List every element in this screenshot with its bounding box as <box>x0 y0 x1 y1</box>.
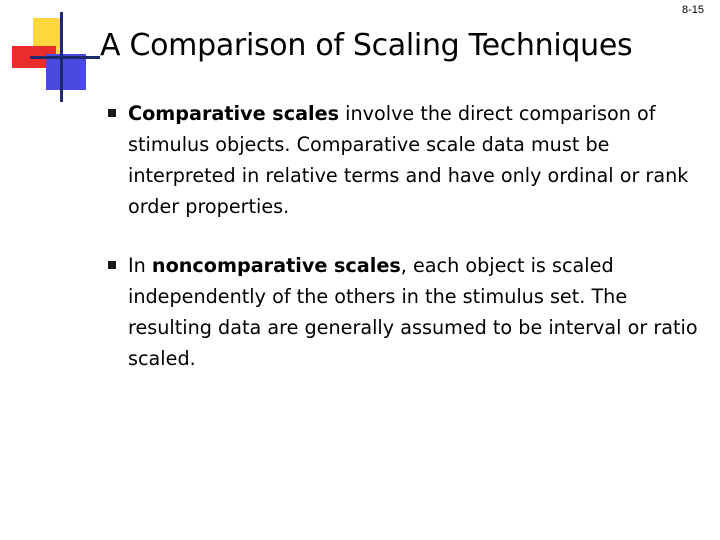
bullet-text <box>128 250 698 374</box>
bullet-text-pre: In <box>128 254 152 277</box>
bullet-text <box>128 98 698 222</box>
bullet-term: noncomparative scales <box>151 254 401 277</box>
bullet-term: Comparative scales <box>128 102 340 125</box>
bullet-item <box>108 250 708 374</box>
logo-horizontal-line <box>30 56 100 59</box>
bullet-list <box>108 98 708 402</box>
square-bullet-icon <box>108 109 116 117</box>
decorative-logo <box>0 0 100 100</box>
bullet-text-post: involve the direct comparison of stimulus objects. Comparative scale data must be interpreted in relative terms and have only ordinal or rank order properties. <box>128 102 689 218</box>
bullet-text-post: , each object is scaled independently of the others in the stimulus set. The resulting data are generally assumed to be interval or ratio scaled. <box>128 254 698 370</box>
page-number: 8-15 <box>681 4 704 16</box>
bullet-item <box>108 98 708 222</box>
logo-blue-square <box>46 54 86 90</box>
slide-title: A Comparison of Scaling Techniques <box>100 28 633 63</box>
square-bullet-icon <box>108 261 116 269</box>
